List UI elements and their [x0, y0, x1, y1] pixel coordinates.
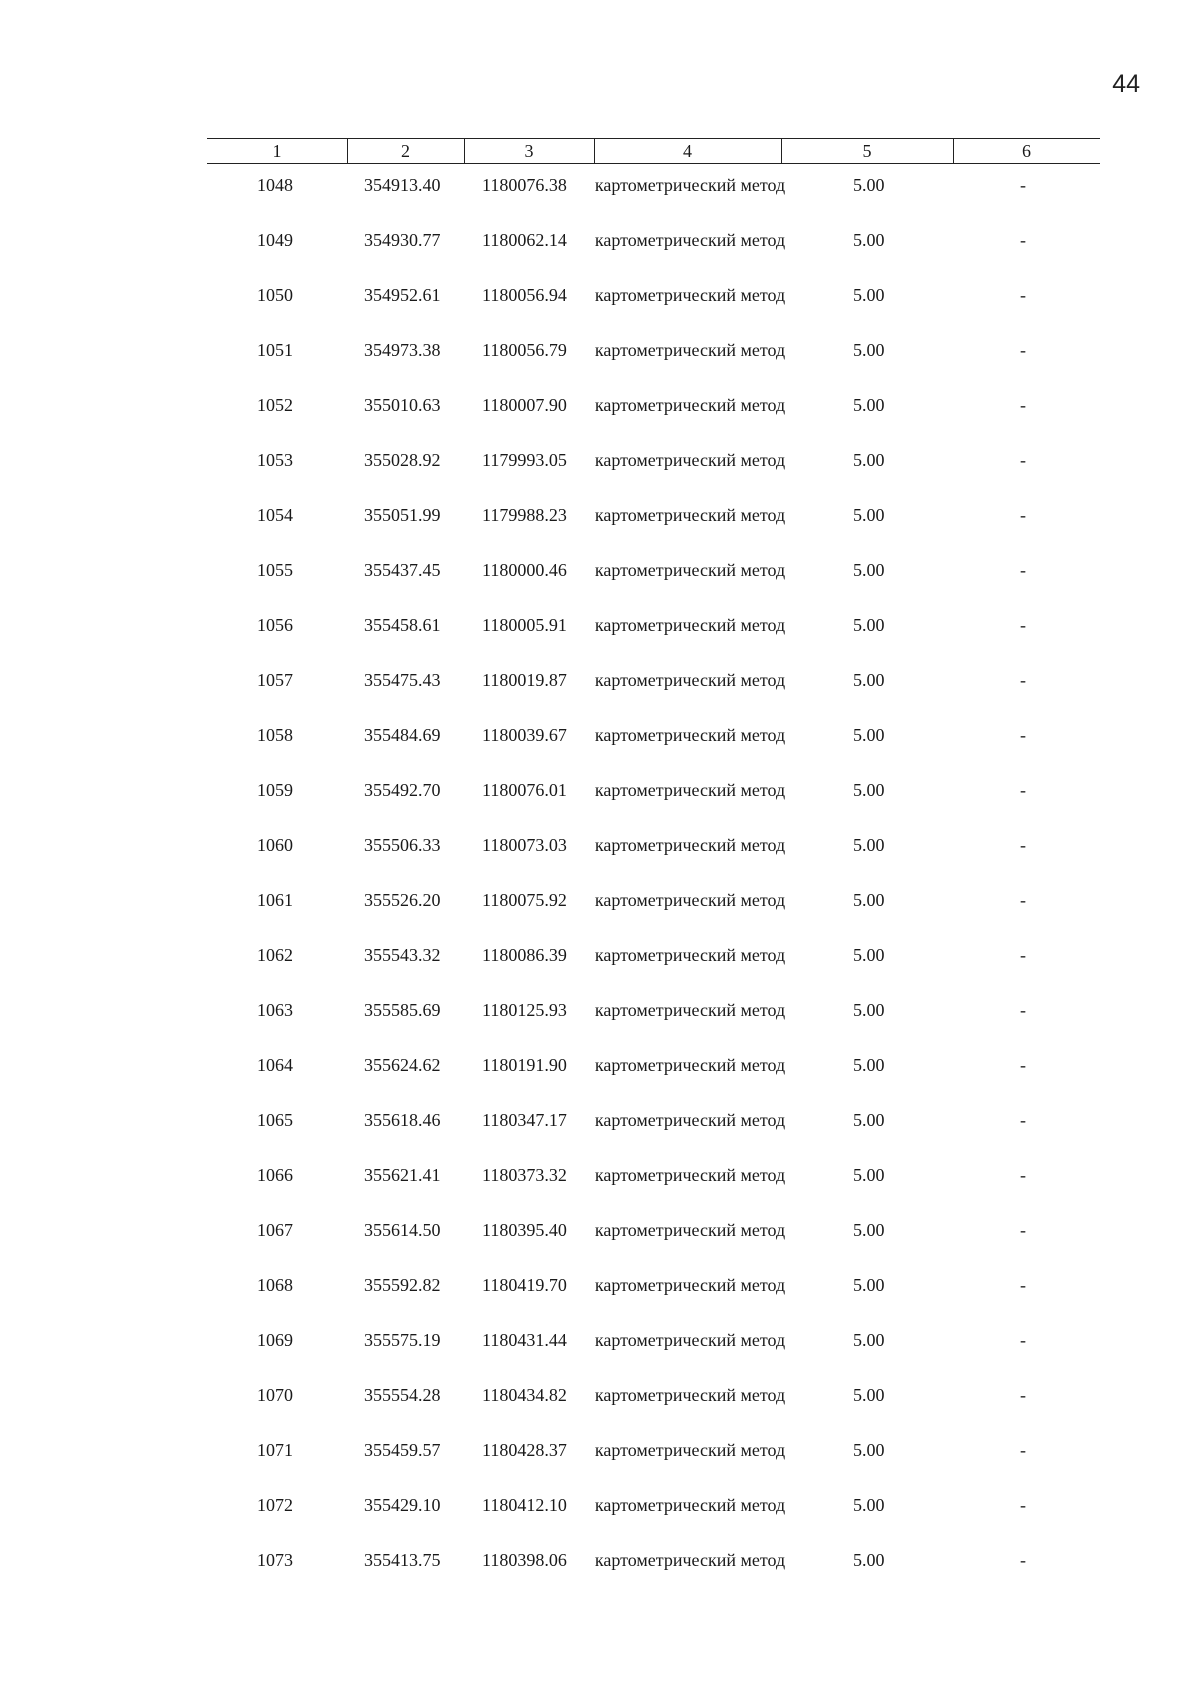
point-number: 1049	[257, 230, 293, 250]
coordinate-x: 355051.99	[364, 505, 441, 525]
point-number: 1051	[257, 340, 293, 360]
coordinate-x: 355413.75	[364, 1550, 441, 1570]
method-text: картометрический метод	[594, 945, 786, 965]
coordinate-y: 1180007.90	[482, 395, 567, 415]
point-number: 1050	[257, 285, 293, 305]
method-text: картометрический метод	[594, 890, 786, 910]
note-value: -	[1020, 175, 1026, 195]
accuracy-value: 5.00	[853, 1440, 885, 1460]
accuracy-value: 5.00	[853, 505, 885, 525]
note-value: -	[1020, 1055, 1026, 1075]
note-value: -	[1020, 1550, 1026, 1570]
coordinate-y: 1180000.46	[482, 560, 567, 580]
coordinate-x: 355484.69	[364, 725, 441, 745]
table-row	[0, 504, 1200, 559]
method-text: картометрический метод	[594, 1550, 786, 1570]
note-value: -	[1020, 725, 1026, 745]
method-text: картометрический метод	[594, 1495, 786, 1515]
accuracy-value: 5.00	[853, 670, 885, 690]
table-row	[0, 669, 1200, 724]
coordinate-x: 355506.33	[364, 835, 441, 855]
table-row	[0, 614, 1200, 669]
method-text: картометрический метод	[594, 1220, 786, 1240]
coordinate-y: 1180076.38	[482, 175, 567, 195]
table-row	[0, 174, 1200, 229]
note-value: -	[1020, 1385, 1026, 1405]
note-value: -	[1020, 1275, 1026, 1295]
method-text: картометрический метод	[594, 560, 786, 580]
coordinate-x: 355459.57	[364, 1440, 441, 1460]
method-text: картометрический метод	[594, 450, 786, 470]
coordinate-x: 355475.43	[364, 670, 441, 690]
coordinate-y: 1180428.37	[482, 1440, 567, 1460]
coordinate-y: 1179988.23	[482, 505, 567, 525]
accuracy-value: 5.00	[853, 1385, 885, 1405]
coordinate-x: 355437.45	[364, 560, 441, 580]
header-col-4: 4	[683, 141, 692, 161]
accuracy-value: 5.00	[853, 945, 885, 965]
method-text: картометрический метод	[594, 505, 786, 525]
note-value: -	[1020, 1330, 1026, 1350]
table-row	[0, 834, 1200, 889]
header-col-2: 2	[401, 141, 410, 161]
coordinate-y: 1180191.90	[482, 1055, 567, 1075]
table-row	[0, 1384, 1200, 1439]
point-number: 1069	[257, 1330, 293, 1350]
method-text: картометрический метод	[594, 725, 786, 745]
note-value: -	[1020, 505, 1026, 525]
note-value: -	[1020, 230, 1026, 250]
method-text: картометрический метод	[594, 395, 786, 415]
coordinate-x: 355492.70	[364, 780, 441, 800]
coordinate-y: 1180086.39	[482, 945, 567, 965]
table-row	[0, 394, 1200, 449]
method-text: картометрический метод	[594, 1330, 786, 1350]
coordinate-x: 355028.92	[364, 450, 441, 470]
point-number: 1057	[257, 670, 293, 690]
table-row	[0, 1054, 1200, 1109]
method-text: картометрический метод	[594, 1440, 786, 1460]
accuracy-value: 5.00	[853, 1110, 885, 1130]
table-row	[0, 1219, 1200, 1274]
method-text: картометрический метод	[594, 1110, 786, 1130]
coordinate-x: 355554.28	[364, 1385, 441, 1405]
accuracy-value: 5.00	[853, 1330, 885, 1350]
coordinate-y: 1180398.06	[482, 1550, 567, 1570]
point-number: 1048	[257, 175, 293, 195]
coordinate-y: 1180056.94	[482, 285, 567, 305]
coordinate-x: 355526.20	[364, 890, 441, 910]
point-number: 1070	[257, 1385, 293, 1405]
point-number: 1052	[257, 395, 293, 415]
note-value: -	[1020, 1220, 1026, 1240]
header-col-3: 3	[524, 141, 534, 161]
coordinate-y: 1179993.05	[482, 450, 567, 470]
page-number: 44	[1112, 70, 1140, 98]
coordinate-y: 1180076.01	[482, 780, 567, 800]
coordinate-y: 1180419.70	[482, 1275, 567, 1295]
point-number: 1067	[257, 1220, 293, 1240]
coordinate-y: 1180434.82	[482, 1385, 567, 1405]
coordinate-y: 1180412.10	[482, 1495, 567, 1515]
coordinate-y: 1180125.93	[482, 1000, 567, 1020]
note-value: -	[1020, 780, 1026, 800]
accuracy-value: 5.00	[853, 835, 885, 855]
accuracy-value: 5.00	[853, 725, 885, 745]
note-value: -	[1020, 395, 1026, 415]
method-text: картометрический метод	[594, 780, 786, 800]
note-value: -	[1020, 1110, 1026, 1130]
accuracy-value: 5.00	[853, 285, 885, 305]
accuracy-value: 5.00	[853, 1165, 885, 1185]
point-number: 1060	[257, 835, 293, 855]
point-number: 1053	[257, 450, 293, 470]
method-text: картометрический метод	[594, 1275, 786, 1295]
method-text: картометрический метод	[594, 175, 786, 195]
method-text: картометрический метод	[594, 1000, 786, 1020]
method-text: картометрический метод	[594, 1165, 786, 1185]
table-row	[0, 779, 1200, 834]
accuracy-value: 5.00	[853, 1055, 885, 1075]
header-col-6: 6	[1022, 141, 1031, 161]
method-text: картометрический метод	[594, 615, 786, 635]
accuracy-value: 5.00	[853, 395, 885, 415]
table-row	[0, 1274, 1200, 1329]
coordinate-y: 1180062.14	[482, 230, 567, 250]
method-text: картометрический метод	[594, 835, 786, 855]
note-value: -	[1020, 450, 1026, 470]
note-value: -	[1020, 670, 1026, 690]
point-number: 1055	[257, 560, 293, 580]
point-number: 1056	[257, 615, 293, 635]
table-row	[0, 1549, 1200, 1604]
method-text: картометрический метод	[594, 285, 786, 305]
coordinate-y: 1180075.92	[482, 890, 567, 910]
method-text: картометрический метод	[594, 670, 786, 690]
coordinate-x: 355429.10	[364, 1495, 441, 1515]
coordinate-y: 1180373.32	[482, 1165, 567, 1185]
note-value: -	[1020, 1165, 1026, 1185]
accuracy-value: 5.00	[853, 615, 885, 635]
table-header	[207, 138, 1100, 164]
accuracy-value: 5.00	[853, 1550, 885, 1570]
coordinate-x: 355614.50	[364, 1220, 441, 1240]
note-value: -	[1020, 285, 1026, 305]
table-row	[0, 449, 1200, 504]
coordinate-y: 1180073.03	[482, 835, 567, 855]
point-number: 1072	[257, 1495, 293, 1515]
note-value: -	[1020, 1495, 1026, 1515]
note-value: -	[1020, 835, 1026, 855]
accuracy-value: 5.00	[853, 230, 885, 250]
note-value: -	[1020, 615, 1026, 635]
coordinate-x: 355592.82	[364, 1275, 441, 1295]
point-number: 1066	[257, 1165, 293, 1185]
method-text: картометрический метод	[594, 1055, 786, 1075]
point-number: 1064	[257, 1055, 293, 1075]
coordinate-y: 1180005.91	[482, 615, 567, 635]
accuracy-value: 5.00	[853, 560, 885, 580]
point-number: 1065	[257, 1110, 293, 1130]
coordinate-x: 355585.69	[364, 1000, 441, 1020]
point-number: 1071	[257, 1440, 293, 1460]
coordinate-x: 355458.61	[364, 615, 441, 635]
accuracy-value: 5.00	[853, 340, 885, 360]
table-row	[0, 1329, 1200, 1384]
point-number: 1054	[257, 505, 293, 525]
table-row	[0, 889, 1200, 944]
accuracy-value: 5.00	[853, 780, 885, 800]
coordinate-x: 355621.41	[364, 1165, 441, 1185]
note-value: -	[1020, 1440, 1026, 1460]
point-number: 1059	[257, 780, 293, 800]
table-row	[0, 229, 1200, 284]
table-row	[0, 999, 1200, 1054]
coordinate-x: 355575.19	[364, 1330, 441, 1350]
point-number: 1061	[257, 890, 293, 910]
method-text: картометрический метод	[594, 230, 786, 250]
point-number: 1063	[257, 1000, 293, 1020]
accuracy-value: 5.00	[853, 1220, 885, 1240]
table-row	[0, 1494, 1200, 1549]
point-number: 1058	[257, 725, 293, 745]
coordinate-table	[0, 174, 1200, 1604]
accuracy-value: 5.00	[853, 1000, 885, 1020]
coordinate-x: 354973.38	[364, 340, 441, 360]
coordinate-y: 1180039.67	[482, 725, 567, 745]
note-value: -	[1020, 1000, 1026, 1020]
coordinate-x: 355624.62	[364, 1055, 441, 1075]
coordinate-y: 1180347.17	[482, 1110, 567, 1130]
coordinate-x: 355543.32	[364, 945, 441, 965]
accuracy-value: 5.00	[853, 175, 885, 195]
point-number: 1062	[257, 945, 293, 965]
coordinate-y: 1180019.87	[482, 670, 567, 690]
table-row	[0, 944, 1200, 999]
header-col-5: 5	[862, 141, 872, 161]
header-col-1: 1	[272, 141, 282, 161]
table-row	[0, 1439, 1200, 1494]
note-value: -	[1020, 890, 1026, 910]
table-row	[0, 724, 1200, 779]
coordinate-x: 355618.46	[364, 1110, 441, 1130]
point-number: 1073	[257, 1550, 293, 1570]
note-value: -	[1020, 340, 1026, 360]
coordinate-x: 354952.61	[364, 285, 441, 305]
table-row	[0, 559, 1200, 614]
coordinate-y: 1180431.44	[482, 1330, 567, 1350]
method-text: картометрический метод	[594, 1385, 786, 1405]
note-value: -	[1020, 945, 1026, 965]
coordinate-y: 1180056.79	[482, 340, 567, 360]
accuracy-value: 5.00	[853, 890, 885, 910]
accuracy-value: 5.00	[853, 1275, 885, 1295]
table-row	[0, 339, 1200, 394]
table-row	[0, 284, 1200, 339]
coordinate-x: 355010.63	[364, 395, 441, 415]
accuracy-value: 5.00	[853, 450, 885, 470]
note-value: -	[1020, 560, 1026, 580]
coordinate-x: 354913.40	[364, 175, 441, 195]
coordinate-y: 1180395.40	[482, 1220, 567, 1240]
table-row	[0, 1164, 1200, 1219]
point-number: 1068	[257, 1275, 293, 1295]
table-row	[0, 1109, 1200, 1164]
accuracy-value: 5.00	[853, 1495, 885, 1515]
method-text: картометрический метод	[594, 340, 786, 360]
coordinate-x: 354930.77	[364, 230, 441, 250]
